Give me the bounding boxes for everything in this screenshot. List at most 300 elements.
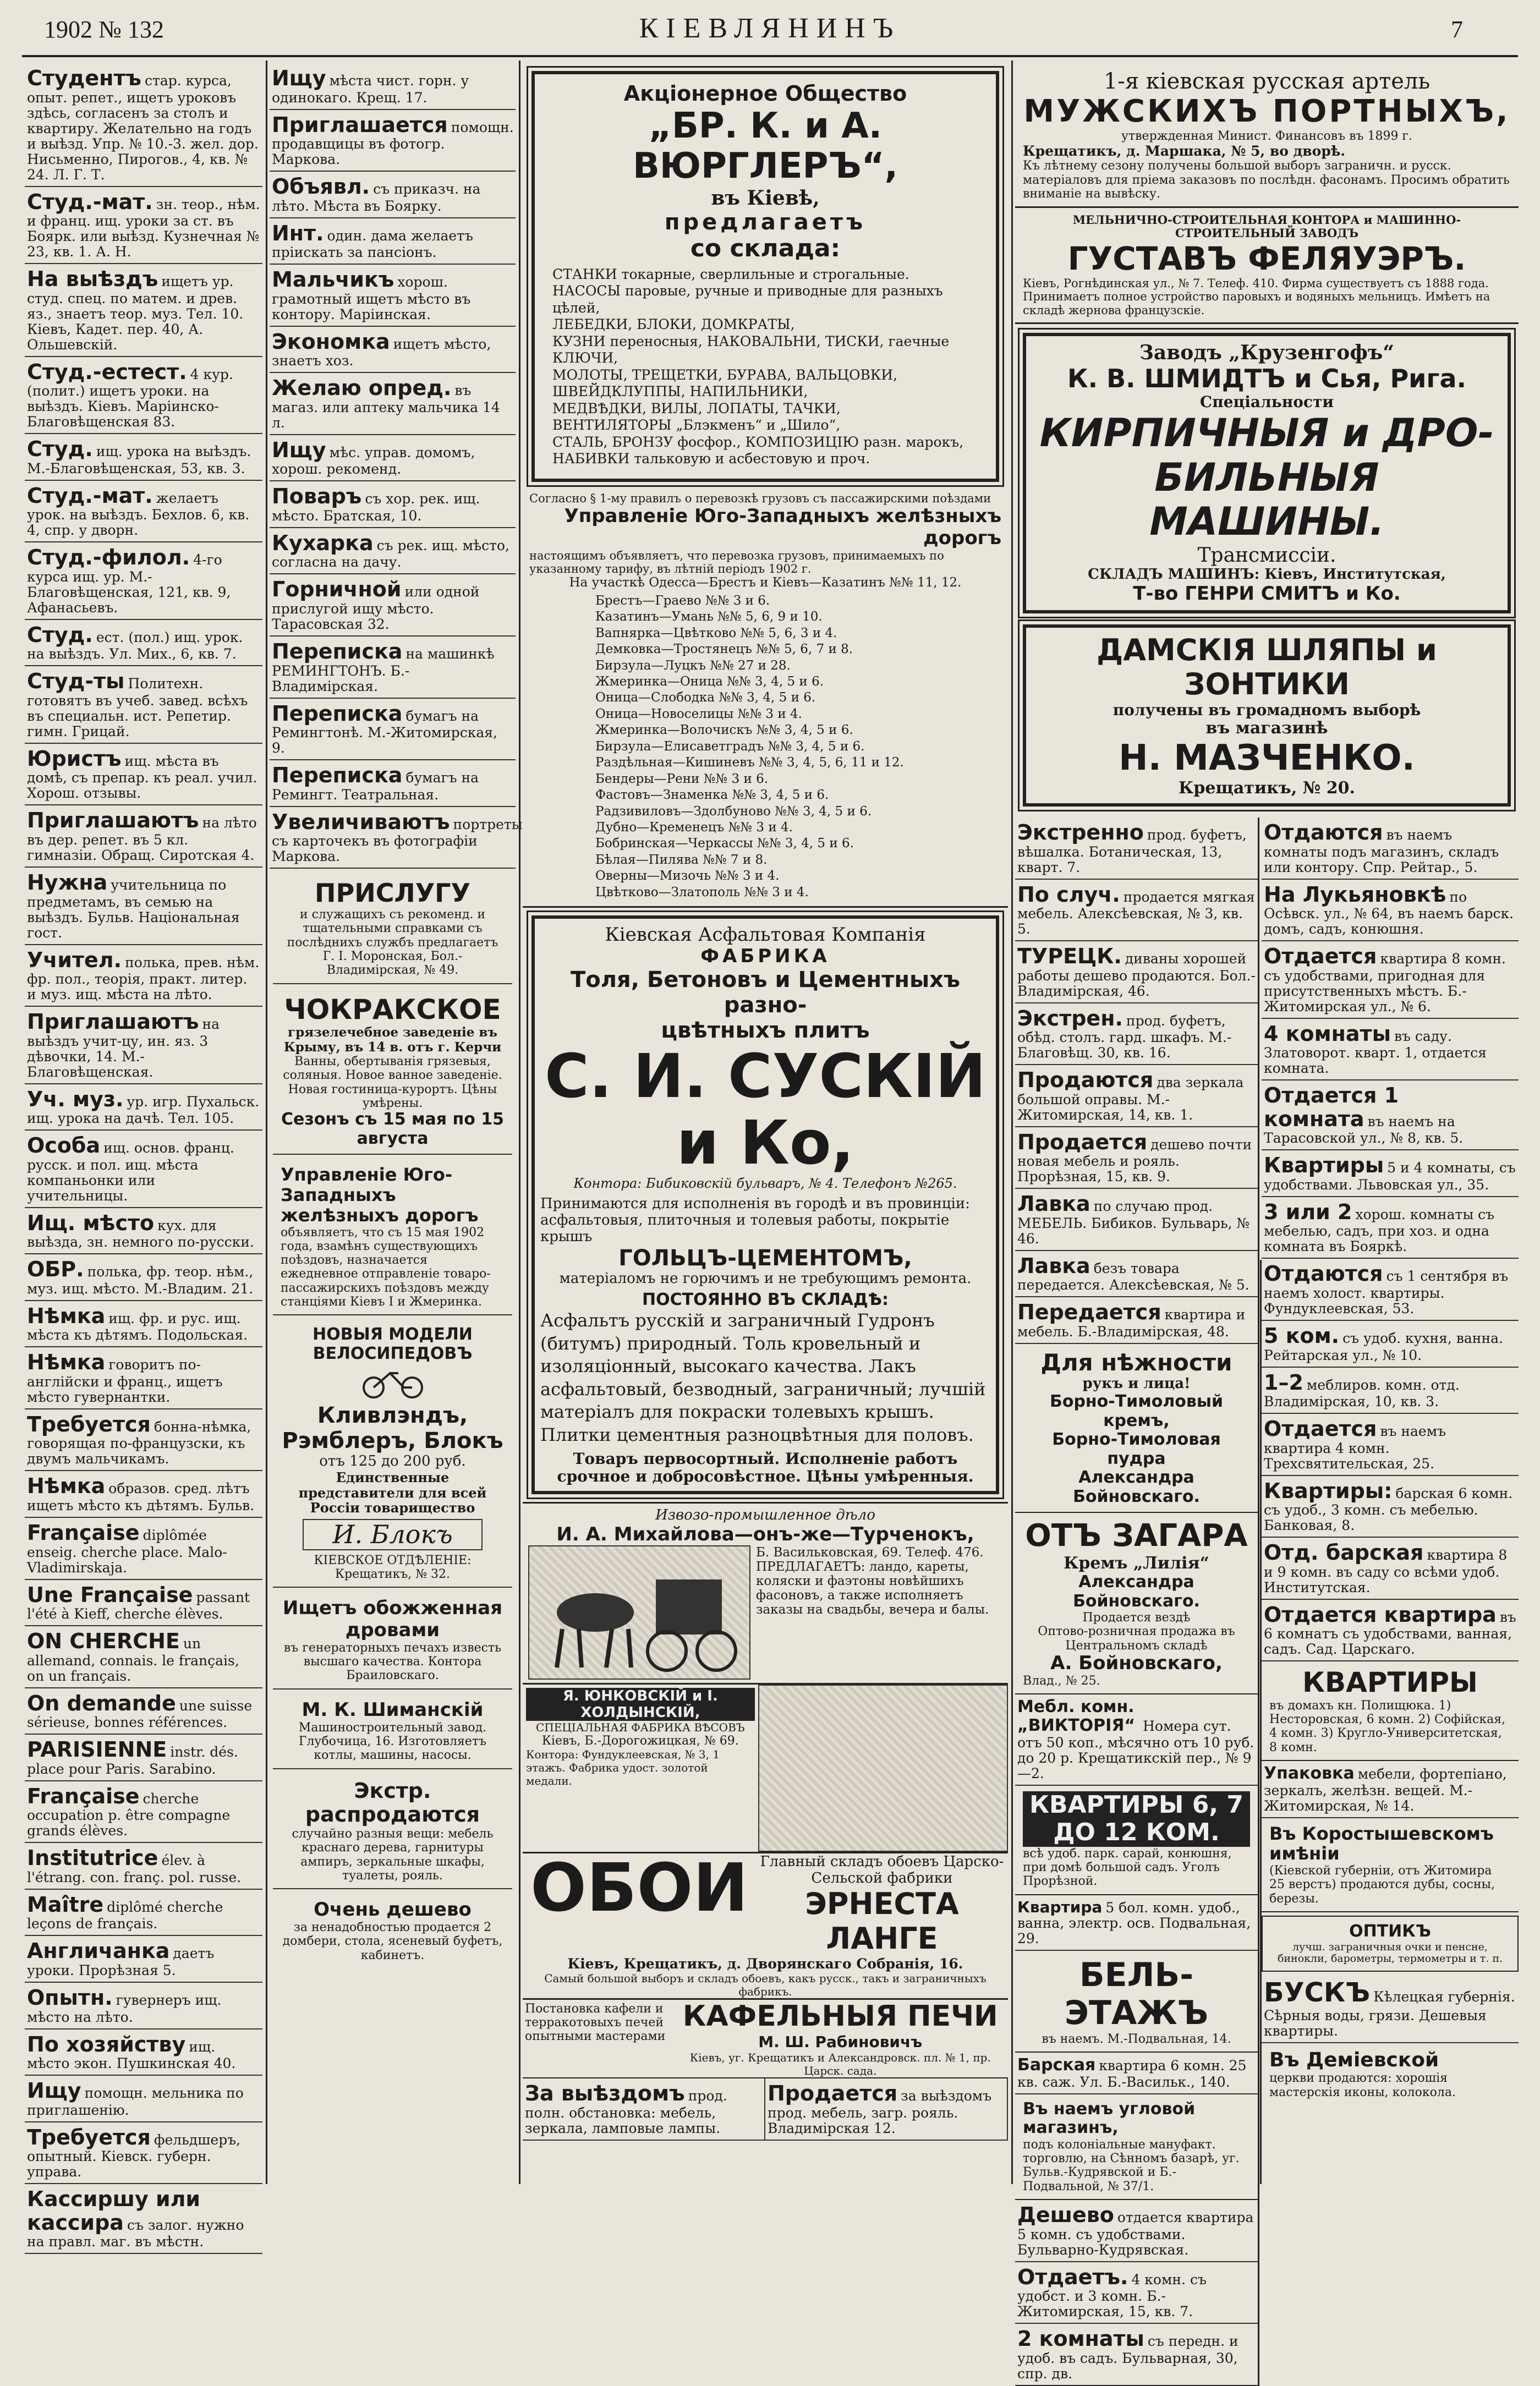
classified-ad xyxy=(1262,880,1519,942)
felyauer-ad: МЕЛЬНИЧНО-СТРОИТЕЛЬНАЯ КОНТОРА и МАШИННО-СТРОИТЕЛЬНЫЙ ЗАВОДЪ ГУСТАВЪ ФЕЛЯУЭРЪ. Кіевъ, Рогнѣдинская ул., № 7. Телеф. 410. Фирма существуетъ съ 1888 года. Принимаетъ полное устройство паровыхъ и водяныхъ мельницъ. Имѣетъ на складѣ жернова французскіе. xyxy=(1015,208,1519,323)
classified-ad xyxy=(25,1518,262,1580)
equipment-list xyxy=(542,263,988,471)
column-divider xyxy=(519,61,520,2184)
ad-heading: Отдаетъ. xyxy=(1017,2264,1128,2289)
classified-ad xyxy=(25,264,262,357)
classified-ad xyxy=(25,481,262,543)
ad-text: 4 комн. съ удобст. и 3 комн. Б.-Житомирская, 15, кв. 7. xyxy=(1017,2271,1207,2320)
ad-text: ищ. мѣста въ домѣ, съ препар. къ реал. учил. Хорош. отзывы. xyxy=(27,753,257,802)
ad-heading: Нужна xyxy=(27,870,108,895)
equipment-item: ВЕНТИЛЯТОРЫ „Блэкменъ“ и „Шило“, xyxy=(552,417,841,434)
ad-heading: Переписка xyxy=(272,701,403,726)
ad-text: съ удоб. кухня, ванна. Рейтарская ул., № 10. xyxy=(1264,1330,1503,1363)
equipment-item: МОЛОТЫ, ТРЕЩЕТКИ, БУРАВА, ВАЛЬЦОВКИ, xyxy=(552,366,898,383)
ad-text: барская 6 комн. съ удоб., 3 комн. съ мебелью. Банковая, 8. xyxy=(1264,1485,1513,1534)
shimansky-ad: М. К. Шиманскій Машиностроительный завод. Глубочица, 16. Изготовляетъ котлы, машины, насосы. xyxy=(273,1694,512,1769)
classified-ad xyxy=(25,1007,262,1084)
ad-text: ищ. фр. и рус. ищ. мѣста къ дѣтямъ. Подольская. xyxy=(27,1310,248,1343)
wurgler-ad: Акціонерное Общество „БР. К. и А. ВЮРГЛЕРЪ“, въ Кіевѣ, предлагаетъ со склада: СТАНКИ токарные, сверлильные и строгальные. НАСОСЫ паровые, ручные и приводные для разныхъ цѣлей, ЛЕБЕДКИ, БЛОКИ, ДОМКРАТЫ, КУЗНИ переносныя, НАКОВАЛЬНИ, ТИСКИ, гаечные КЛЮЧИ, МОЛОТЫ, ТРЕЩЕТКИ, БУРАВА, ВАЛЬЦОВКИ, ШВЕЙДКЛУППЫ, НАПИЛЬНИКИ, МЕДВѢДКИ, ВИЛЫ, ЛОПАТЫ, ТАЧКИ, ВЕНТИЛЯТОРЫ „Блэкменъ“ и „Шило“, СТАЛЬ, БРОНЗУ фосфор., КОМПОЗИЦІЮ разн. марокъ, НАБИВКИ тальковую и асбестовую и проч. xyxy=(531,71,999,482)
column-divider xyxy=(1011,61,1013,2184)
classified-ad xyxy=(1262,1414,1519,1476)
route-row: Бирзула—Луцкъ №№ 27 и 28. xyxy=(595,658,791,673)
classified-ad xyxy=(270,699,516,761)
ad-heading: 1–2 xyxy=(1264,1370,1303,1395)
ad-text: полька, прев. нѣм. фр. пол., теорія, практ. литер. и муз. ищ. мѣста на лѣто. xyxy=(27,954,260,1003)
ad-heading: Переписка xyxy=(272,763,403,788)
route-row: Жмеринка—Волочискъ №№ 3, 4, 5 и 6. xyxy=(595,723,853,738)
ad-text: хорош. грамотный ищетъ мѣсто въ контору. Маріинская. xyxy=(272,274,471,322)
ad-heading: Инт. xyxy=(272,221,324,245)
suski-asphalt-ad: Кіевская Асфальтовая Компанія ФАБРИКА Толя, Бетоновъ и Цементныхъ разно- цвѣтныхъ плитъ С. И. СУСКІЙ и Ко, Контора: Бибиковскій бульваръ, № 4. Телефонъ №265. Принимаются для исполненія въ городѣ и въ провинціи: асфальтовыя, плиточныя и толевыя работы, покрытіе крышъ ГОЛЬЦЪ-ЦЕМЕНТОМЪ, матеріаломъ не горючимъ и не требующимъ ремонта. ПОСТОЯННО ВЪ СКЛАДѢ: Асфальтъ русскій и заграничный Гудронъ (битумъ) природный. Толь кровельный и изоляціонный, высокаго качества. Лакъ асфальтовый, безводный, заграничный; лучшій матеріалъ для покраски толевыхъ крышъ. Плитки цементныя разноцвѣтныя для половъ. Товаръ первосортный. Исполненіе работъ срочное и добросовѣстное. Цѣны умѣренныя. xyxy=(531,915,999,1494)
ad-heading: Отдается квартира xyxy=(1264,1602,1497,1627)
demievka-ad: Въ Деміевской церкви продаются: хорошія мастерскія иконы, колокола. xyxy=(1269,2048,1456,2099)
ad-text: полька, фр. теор. нѣм., муз. ищ. мѣсто. М.-Владим. 21. xyxy=(27,1264,254,1297)
route-row: Радзивиловъ—Здолбуново №№ 3, 4, 5 и 6. xyxy=(595,804,872,819)
ad-text: прод. полн. обстановка: мебель, зеркала, ламповые лампы. xyxy=(525,2087,727,2136)
classified-ad xyxy=(1262,1600,1519,1662)
ad-heading: Экстрен. xyxy=(1017,1006,1123,1030)
ad-text: или одной прислугой ищу мѣсто. Тарасовская 32. xyxy=(272,584,480,633)
ad-text: une suisse sérieuse, bonnes références. xyxy=(27,1697,253,1731)
ad-heading: 4 комнаты xyxy=(1264,1021,1391,1046)
ad-heading: Экономка xyxy=(272,329,390,354)
ladies-hats-ad: ДАМСКІЯ ШЛЯПЫ и ЗОНТИКИ получены въ громадномъ выборѣ въ магазинѣ Н. МАЗЧЕНКО. Крещатикъ, № 20. xyxy=(1023,624,1511,807)
route-row: Оница—Новоселицы №№ 3 и 4. xyxy=(595,706,802,721)
classified-ad xyxy=(1262,1080,1519,1150)
classified-ad xyxy=(1015,1251,1258,1298)
route-row: Бѣлая—Пилява №№ 7 и 8. xyxy=(595,852,768,867)
classified-ad xyxy=(25,1301,262,1348)
servants-ad: ПРИСЛУГУ и служащихъ съ рекоменд. и тщательными справками съ послѣднихъ службъ предлагаетъ Г. І. Моронская, Бол.-Владимірская, № 49. xyxy=(273,873,512,984)
ad-heading: Отдается xyxy=(1264,1417,1377,1441)
sub-column-a xyxy=(1015,818,1258,2386)
classified-ad xyxy=(1262,818,1519,880)
classified-ad xyxy=(25,744,262,806)
ad-text: въ саду. Златоворот. кварт. 1, отдается комната. xyxy=(1264,1028,1487,1077)
bicycle-ad: НОВЫЯ МОДЕЛИ ВЕЛОСИПЕДОВЪ Кливлэндъ, Рэмблеръ, Блокъ отъ 125 до 200 руб. Единственные представители для всей Россіи товарищество И. Блокъ КІЕВСКОЕ ОТДѢЛЕНІЕ: Крещатикъ, № 32. xyxy=(273,1320,512,1588)
classified-ad xyxy=(270,481,516,528)
ad-text: фельдшеръ, опытный. Кіевск. губерн. управа. xyxy=(27,2131,241,2180)
classified-ad xyxy=(25,1208,262,1255)
ad-heading: На Лукьяновкѣ xyxy=(1264,882,1446,907)
ad-text: один. дама желаетъ пріискать за пансіонъ. xyxy=(272,227,473,261)
ad-heading: За выѣздомъ xyxy=(525,2081,685,2105)
classified-ad xyxy=(25,1983,262,2030)
ad-heading: Maître xyxy=(27,1892,104,1917)
ad-heading: 3 или 2 xyxy=(1264,1199,1352,1224)
route-row: Оница—Слободка №№ 3, 4, 5 и 6. xyxy=(595,690,816,705)
ad-text: помощн. мельника по приглашенію. xyxy=(27,2085,244,2118)
newspaper-title: КІЕВЛЯНИНЪ xyxy=(639,13,901,44)
ad-heading: Кассиршу или кассира xyxy=(27,2187,201,2235)
ad-heading: Студ-ты xyxy=(27,669,125,694)
ad-heading: Требуется xyxy=(27,1412,151,1436)
lime-ad: Ищетъ обожженная дровами въ генераторныхъ печахъ известь высшаго качества. Контора Браиловскаго. xyxy=(273,1592,512,1689)
classified-ad xyxy=(25,1580,262,1627)
ad-text: въ наемъ на Тарасовской ул., № 8, кв. 5. xyxy=(1264,1113,1464,1147)
ad-heading: Требуется xyxy=(27,2125,151,2149)
classified-ad xyxy=(25,1409,262,1472)
ad-text: помощн. продавщицы въ фотогр. Маркова. xyxy=(272,119,514,168)
corner-shop-ad: Въ наемъ угловой магазинъ, подъ колоніальные мануфакт. торговлю, на Сѣнномъ базарѣ, уг. Бульв.-Кудрявской и Б.-Подвальной, № 37/1. xyxy=(1015,2094,1258,2200)
ad-heading: Отд. барская xyxy=(1264,1540,1424,1565)
ad-heading: Увеличиваютъ xyxy=(272,809,450,834)
ad-heading: Кухарка xyxy=(272,530,374,555)
classified-ad xyxy=(25,945,262,1007)
ad-text: instr. dés. place pour Paris. Sarabino. xyxy=(27,1744,238,1777)
classified-ad xyxy=(270,327,516,374)
classified-ad xyxy=(25,357,262,435)
route-row: Брестъ—Граево №№ 3 и 6. xyxy=(595,593,770,608)
ad-heading: Отдаются xyxy=(1264,1261,1383,1286)
ad-heading: Англичанка xyxy=(27,1939,170,1963)
ad-text: безъ товара передается. Алексѣевская, № 5. xyxy=(1017,1260,1249,1293)
classified-ad xyxy=(25,1688,262,1735)
ad-text: меблиров. комн. отд. Владимірская, 10, кв. 3. xyxy=(1264,1376,1460,1410)
ad-heading: Поваръ xyxy=(272,484,362,509)
classified-ad xyxy=(270,265,516,327)
ad-text: ищетъ мѣсто, знаетъ хоз. xyxy=(272,336,491,369)
ad-text: passant l'été à Kieff, cherche élèves. xyxy=(27,1589,250,1622)
ad-text: diplômée enseig. cherche place. Malo-Vladimirskaja. xyxy=(27,1527,227,1576)
classified-ad xyxy=(1015,880,1258,942)
classified-ad xyxy=(25,1084,262,1131)
route-row: Дубно—Кременецъ №№ 3 и 4. xyxy=(595,820,793,835)
ad-text: въ магаз. или аптеку мальчика 14 л. xyxy=(272,382,500,431)
classified-ad xyxy=(270,807,523,869)
ad-heading: Мальчикъ xyxy=(272,267,394,292)
ad-heading: Отдается 1 комната xyxy=(1264,1083,1399,1131)
ad-text: зн. теор., нѣм. и франц. ищ. уроки за ст. въ Боярк. или выѣзд. Кузнечная № 23, кв. 1. А. Н. xyxy=(27,196,260,260)
ad-text: съ рек. ищ. мѣсто, согласна на дачу. xyxy=(272,537,509,571)
ad-text: въ наемъ комнаты подъ магазинъ, складъ или контору. Спр. Рейтар., 5. xyxy=(1264,827,1499,875)
ad-heading: Студ.-естест. xyxy=(27,359,187,384)
ad-heading: По хозяйству xyxy=(27,2032,186,2056)
classified-ad xyxy=(25,2184,262,2254)
equipment-item: СТАНКИ токарные, сверлильные и строгальные. xyxy=(552,266,909,282)
ad-text: на лѣто въ дер. репет. въ 5 кл. гимназіи. Обращ. Сиротская 4. xyxy=(27,815,257,864)
ad-text: ищ. мѣсто экон. Пушкинская 40. xyxy=(27,2038,236,2072)
classified-ad xyxy=(25,1890,262,1937)
classified-ad xyxy=(25,434,262,481)
route-row: Жмеринка—Оница №№ 3, 4, 5 и 6. xyxy=(595,674,824,689)
ad-text: въ 6 комнатъ съ удобствами, ванная, садъ. Сад. Царскаго. xyxy=(1264,1609,1516,1658)
ad-heading: Ищу xyxy=(272,437,326,462)
stoves-ad: Постановка кафели и терракотовыхъ печей опытными мастерами КАФЕЛЬНЫЯ ПЕЧИ М. Ш. Рабиновичъ Кіевъ, уг. Крещатикъ и Александровск. пл. № 1, пр. Царск. сада. xyxy=(523,2000,1008,2078)
ad-heading: Приглашаютъ xyxy=(27,808,199,833)
ad-heading: Лавка xyxy=(1017,1253,1090,1278)
equipment-item: КУЗНИ переносныя, НАКОВАЛЬНИ, ТИСКИ, гаечные КЛЮЧИ, xyxy=(552,333,950,366)
classified-ad xyxy=(523,2078,765,2141)
classified-ad xyxy=(25,1471,262,1518)
korostyshev-ad: Въ Коростышевскомъ имѣніи (Кіевской губерніи, отъ Житомира 25 верстъ) продаются дубы, сосны, березы. xyxy=(1262,1818,1519,1912)
route-row: Оверны—Мизочь №№ 3 и 4. xyxy=(595,869,780,884)
ad-heading: Студ. xyxy=(27,437,93,462)
ad-heading: Передается xyxy=(1017,1300,1161,1325)
scales-illustration xyxy=(758,1685,1008,1852)
classified-ad xyxy=(1262,1019,1519,1081)
equipment-item: НАСОСЫ паровые, ручные и приводные для разныхъ цѣлей, xyxy=(552,283,943,316)
chokrak-resort-ad: ЧОКРАКСКОЕ грязелечебное заведеніе въ Крыму, въ 14 в. отъ г. Керчи Ванны, обертыванія грязевыя, соляныя. Новое ванное заведеніе. Новая гостиница-курортъ. Цѣны умѣрены. Сезонъ съ 15 мая по 15 августа xyxy=(273,989,512,1155)
ad-text: ищетъ ур. студ. спец. по матем. и древ. яз., знаетъ теор. муз. Тел. 10. Кіевъ, Кадет. пер. 40, А. Ольшевскій. xyxy=(27,273,244,353)
ad-text: портреты съ карточекъ въ фотографіи Маркова. xyxy=(272,816,523,865)
classified-ad xyxy=(25,1254,262,1301)
ad-heading: Юристъ xyxy=(27,746,122,771)
classified-ad xyxy=(25,1626,262,1688)
ad-heading: Отдается xyxy=(1264,944,1377,969)
classified-ad xyxy=(270,760,516,807)
issue-number: 1902 № 132 xyxy=(44,16,164,43)
ad-heading: Экстренно xyxy=(1017,820,1144,845)
ad-text: диваны хорошей работы дешево продаются. Бол.-Владимірская, 46. xyxy=(1017,951,1256,999)
ad-text: прод. буфетъ, обѣд. столъ. гард. шкафъ. М.-Благовѣщ. 30, кв. 16. xyxy=(1017,1012,1232,1061)
ad-text: квартира 8 и 9 комн. въ саду со всѣми удоб. Институтская. xyxy=(1264,1547,1508,1595)
right-display-ads xyxy=(1015,63,1519,2382)
ad-text: кух. для выѣзда, зн. немного по-русски. xyxy=(27,1217,254,1250)
victoria-rooms-ad: Мебл. комн. „ВИКТОРІЯ“ Номера сут. отъ 50 коп., мѣсячно отъ 10 руб. до 20 р. Крещатикскій пер., № 9—2. xyxy=(1015,1694,1258,1785)
display-ads-column: Акціонерное Общество „БР. К. и А. ВЮРГЛЕРЪ“, въ Кіевѣ, предлагаетъ со склада: СТАНКИ токарные, сверлильные и строгальные. НАСОСЫ паровые, ручные и приводные для разныхъ цѣлей, ЛЕБЕДКИ, БЛОКИ, ДОМКРАТЫ, КУЗНИ переносныя, НАКОВАЛЬНИ, ТИСКИ, гаечные КЛЮЧИ, МОЛОТЫ, ТРЕЩЕТКИ, БУРАВА, ВАЛЬЦОВКИ, ШВЕЙДКЛУППЫ, НАПИЛЬНИКИ, МЕДВѢДКИ, ВИЛЫ, ЛОПАТЫ, ТАЧКИ, ВЕНТИЛЯТОРЫ „Блэкменъ“ и „Шило“, СТАЛЬ, БРОНЗУ фосфор., КОМПОЗИЦІЮ разн. марокъ, НАБИВКИ тальковую и асбестовую и проч. Согласно § 1-му правилъ о перевозкѣ грузовъ съ пассажирскими поѣздами Управленіе Юго-Западныхъ желѣзныхъ дорогъ настоящимъ объявляетъ, что перевозка грузовъ, принимаемыхъ по указанному тарифу, въ лѣтній періодъ 1902 г. На участкѣ Одесса—Брестъ и Кіевъ—Казатинъ №№ 11, 12. Брестъ—Граево №№ 3 и 6. Казатинъ—Умань №№ 5, 6, 9 и 10. Вапнярка—Цвѣтково №№ 5, 6, 3 и 4. Демковка—Тростянецъ №№ 5, 6, 7 и 8. Бирзула—Луцкъ №№ 27 и 28. Жмеринка—Оница №№ 3, 4, 5 и 6. Оница—Слободка №№ 3, 4, 5 и 6. Оница—Новоселицы №№ 3 и 4. Жмеринка—Волочискъ №№ 3, 4, 5 и 6. Бирзула—Елисаветградъ №№ 3, 4, 5 и 6. Раздѣльная—Кишиневъ №№ 3, 4, 5, 6, 11 и 12. Бендеры—Рени №№ 3 и 6. Фастовъ—Знаменка №№ 3, 4, 5 и 6. Радзивиловъ—Здолбуново №№ 3, 4, 5 и 6. Дубно—Кременецъ №№ 3 и 4. Бобринская—Черкассы №№ 3, 4, 5 и 6. Бѣлая—Пилява №№ 7 и 8. Оверны—Мизочь №№ 3 и 4. Цвѣтково—Златополь №№ 3 и 4. Кіевская Асфальтовая Компанія ФАБРИКА Толя, Бетоновъ и Цементныхъ разно- цвѣтныхъ плитъ С. И. СУСКІЙ и Ко, Контора: Бибиковскій бульваръ, № 4. Телефонъ №265. Принимаются для исполненія въ городѣ и въ провинціи: асфальтовыя, плиточныя и толевыя работы, покрытіе крышъ ГОЛЬЦЪ-ЦЕМЕНТОМЪ, матеріаломъ не горючимъ и не требующимъ ремонта. ПОСТОЯННО ВЪ СКЛАДѢ: Асфальтъ русскій и заграничный Гудронъ (битумъ) природный. Толь кровельный и изоляціонный, высокаго качества. Лакъ асфальтовый, безводный, заграничный; лучшій матеріалъ для покраски толевыхъ крышъ. Плитки цементныя разноцвѣтныя для половъ. Товаръ первосортный. Исполненіе работъ срочное и добросовѣстное. Цѣны умѣренныя. Извозо-промышленное дѣло И. А. Михайлова—онъ-же—Турченокъ, Б. Васильковская, 69. Телеф. 476. ПРЕДЛАГАЕТЪ: ландо, кареты, коляски и фаэтоны новѣйшихъ фасоновъ, а также исполняетъ заказы на свадьбы, вечера и балы. Я. ЮНКОВСКІЙ и І. ХОЛДЫНСКІЙ, СПЕЦІАЛЬНАЯ ФАБРИКА ВѢСОВЪ Кіевъ, Б.-Дорогожицкая, № 69. Контора: Фундуклеевская, № 3, 1 этажъ. Фабрика удост. золотой медали. ОБОИ Главный складъ обоевъ Царско-Сельской фабрики ЭРНЕСТА ЛАНГЕ Кіевъ, Крещатикъ, д. Дворянскаго Собранія, 16. Самый большой выборъ и складъ обоевъ, какъ русск., такъ и заграничныхъ фабрикъ. Постановка кафели и терракотовыхъ печей опытными мастерами КАФЕЛЬНЫЯ ПЕЧИ М. Ш. Рабиновичъ Кіевъ, уг. Крещатикъ и Александровск. пл. № 1, пр. Царск. сада. За выѣздомъ прод. полн. обстановка: мебель, зеркала, ламповые лампы. Продается за выѣздомъ прод. мебель, загр. рояль. Владимірская 12. xyxy=(523,63,1008,2184)
classified-ad xyxy=(1015,1127,1258,1189)
ad-heading: Française xyxy=(27,1784,140,1808)
classified-ad xyxy=(270,172,516,218)
ad-heading: Студ. xyxy=(27,622,93,647)
ad-text: ест. (пол.) ищ. урок. на выѣздъ. Ул. Мих., 6, кв. 7. xyxy=(27,629,243,662)
classified-ad xyxy=(1262,1197,1519,1259)
ad-heading: ON CHERCHE xyxy=(27,1629,180,1654)
ad-heading: Приглашаютъ xyxy=(27,1010,199,1034)
classified-ad xyxy=(1262,1259,1519,1321)
classifieds-column-1 xyxy=(25,63,262,2250)
carriage-ad: Извозо-промышленное дѣло И. А. Михайлова—онъ-же—Турченокъ, Б. Васильковская, 69. Телеф. 476. ПРЕДЛАГАЕТЪ: ландо, кареты, коляски и фаэтоны новѣйшихъ фасоновъ, а также исполняетъ заказы на свадьбы, вечера и балы. xyxy=(523,1502,1008,1683)
ad-text: прод. буфетъ, вѣшалка. Ботаническая, 13, кварт. 7. xyxy=(1017,827,1247,875)
ad-text: отдается квартира 5 комн. съ удобствами. Бульварно-Кудрявская. xyxy=(1017,2209,1254,2258)
ad-heading: Ищу xyxy=(27,2078,81,2103)
route-row: Бобринская—Черкассы №№ 3, 4, 5 и 6. xyxy=(595,836,854,851)
bel-etage-ad: БЕЛЬ-ЭТАЖЪ въ наемъ. М.-Подвальная, 14. xyxy=(1015,1951,1258,2053)
classified-ad xyxy=(25,1936,262,1983)
ad-text: ищ. урока на выѣздъ. М.-Благовѣщенская, 53, кв. 3. xyxy=(27,443,251,476)
ad-text: 4 кур. (полит.) ищетъ уроки. на выѣздъ. Кіевъ. Маріинско-Благовѣщенская 83. xyxy=(27,366,233,430)
classified-ad xyxy=(1015,1065,1258,1127)
classified-ad xyxy=(1262,1476,1519,1538)
barsk-apartment-ad: Барская квартира 6 комн. 25 кв. саж. Ул. Б.-Васильк., 140. xyxy=(1015,2053,1258,2094)
classified-ad xyxy=(25,1347,262,1409)
ad-text: два зеркала большой оправы. М.-Житомирская, 14, кв. 1. xyxy=(1017,1074,1244,1123)
ad-text: квартира 8 комн. съ удобствами, пригодная для присутственныхъ мѣстъ. Б.-Житомирская ул., № 6. xyxy=(1264,951,1506,1014)
equipment-item: ШВЕЙДКЛУППЫ, НАПИЛЬНИКИ, xyxy=(552,383,808,400)
classified-ad xyxy=(1015,941,1258,1003)
ad-heading: Опытн. xyxy=(27,1985,113,2010)
ad-heading: Особа xyxy=(27,1133,101,1158)
busk-ad: БУСКЪ Кѣлецкая губернія. Сѣрныя воды, грязи. Дешевыя квартиры. xyxy=(1262,1975,1519,2043)
neznost-ad: Для нѣжности рукъ и лица! Борно-Тимоловый кремъ, Борно-Тимоловая пудра Александра Бойновскаго. xyxy=(1015,1344,1258,1513)
packing-ad: Упаковка мебели, фортепіано, зеркалъ, желѣзн. вещей. М.-Житомирская, № 14. xyxy=(1262,1761,1519,1818)
classified-ad xyxy=(1262,1321,1519,1368)
ad-text: бонна-нѣмка, говорящая по-французски, къ двумъ мальчикамъ. xyxy=(27,1418,251,1467)
classified-ad xyxy=(1015,1297,1258,1344)
ad-text: учительница по предметамъ, въ семью на выѣздъ. Бульв. Національная гост. xyxy=(27,877,240,941)
ad-heading: Объявл. xyxy=(272,174,370,199)
classified-ad xyxy=(270,63,516,110)
page-number: 7 xyxy=(1451,16,1463,43)
column-divider xyxy=(266,61,267,2184)
ad-heading: Студ.-филол. xyxy=(27,545,190,570)
ad-heading: Une Française xyxy=(27,1582,193,1607)
sale-ad: Экстр. распродаются случайно разныя вещи: мебель краснаго дерева, гарнитуры ампиръ, зеркальные шкафы, туалеты, рояль. xyxy=(273,1774,512,1890)
ad-heading: Учител. xyxy=(27,947,122,972)
ad-heading: ТУРЕЦК. xyxy=(1017,944,1122,969)
classified-ad xyxy=(25,1843,262,1890)
lower-right-split xyxy=(1015,818,1519,2386)
kruzenhof-machines-ad: Заводъ „Крузенгофъ“ К. В. ШМИДТЪ и Сья, Рига. Спеціальности КИРПИЧНЫЯ и ДРО- БИЛЬНЫЯ МАШИНЫ. Трансмиссіи. СКЛАДЪ МАШИНЪ: Кіевъ, Институтская, Т-во ГЕНРИ СМИТЪ и Ко. xyxy=(1023,333,1511,613)
route-row: Цвѣтково—Златополь №№ 3 и 4. xyxy=(595,885,809,899)
classified-ad xyxy=(1262,1150,1519,1197)
ad-heading: Institutrice xyxy=(27,1846,158,1871)
classified-ad xyxy=(25,1131,262,1208)
railway-freight-notice: Согласно § 1-му правилъ о перевозкѣ грузовъ съ пассажирскими поѣздами Управленіе Юго-Западныхъ желѣзныхъ дорогъ настоящимъ объявляетъ, что перевозка грузовъ, принимаемыхъ по указанному тарифу, въ лѣтній періодъ 1902 г. На участкѣ Одесса—Брестъ и Кіевъ—Казатинъ №№ 11, 12. Брестъ—Граево №№ 3 и 6. Казатинъ—Умань №№ 5, 6, 9 и 10. Вапнярка—Цвѣтково №№ 5, 6, 3 и 4. Демковка—Тростянецъ №№ 5, 6, 7 и 8. Бирзула—Луцкъ №№ 27 и 28. Жмеринка—Оница №№ 3, 4, 5 и 6. Оница—Слободка №№ 3, 4, 5 и 6. Оница—Новоселицы №№ 3 и 4. Жмеринка—Волочискъ №№ 3, 4, 5 и 6. Бирзула—Елисаветградъ №№ 3, 4, 5 и 6. Раздѣльная—Кишиневъ №№ 3, 4, 5, 6, 11 и 12. Бендеры—Рени №№ 3 и 6. Фастовъ—Знаменка №№ 3, 4, 5 и 6. Радзивиловъ—Здолбуново №№ 3, 4, 5 и 6. Дубно—Кременецъ №№ 3 и 4. Бобринская—Черкассы №№ 3, 4, 5 и 6. Бѣлая—Пилява №№ 7 и 8. Оверны—Мизочь №№ 3 и 4. Цвѣтково—Златополь №№ 3 и 4. xyxy=(523,490,1008,908)
classified-ad xyxy=(25,666,262,744)
ad-heading: Ищу xyxy=(272,66,326,90)
ad-heading: Квартиры xyxy=(1264,1153,1384,1178)
route-row: Бендеры—Рени №№ 3 и 6. xyxy=(595,771,769,786)
ad-text: на выѣздъ учит-цу, ин. яз. 3 дѣвочки, 14. М.-Благовѣщенская. xyxy=(27,1016,220,1080)
wallpaper-ad: ОБОИ Главный складъ обоевъ Царско-Сельской фабрики ЭРНЕСТА ЛАНГЕ xyxy=(523,1852,1008,1956)
classified-ad xyxy=(25,805,262,868)
ad-text: въ наемъ квартира 4 комн. Трехсвятительская, 25. xyxy=(1264,1423,1446,1472)
classified-ad xyxy=(270,574,516,637)
header-rule xyxy=(22,55,1518,57)
ad-text: diplômé cherche leçons de français. xyxy=(27,1899,223,1932)
route-row: Бирзула—Елисаветградъ №№ 3, 4, 5 и 6. xyxy=(595,739,865,754)
ad-heading: Квартиры: xyxy=(1264,1478,1393,1503)
ad-heading: По случ. xyxy=(1017,882,1120,907)
ad-text: дешево почти новая мебель и рояль. Прорѣзная, 15, кв. 9. xyxy=(1017,1136,1252,1185)
ad-text: съ передн. и удоб. въ садъ. Бульварная, 30, спр. дв. xyxy=(1017,2333,1238,2382)
classified-ad xyxy=(1262,941,1519,1019)
classified-ad xyxy=(270,435,516,482)
classified-ad xyxy=(25,2030,262,2076)
ad-heading: 2 комнаты xyxy=(1017,2327,1144,2351)
route-row: Казатинъ—Умань №№ 5, 6, 9 и 10. xyxy=(595,610,823,624)
ad-text: образов. сред. лѣтъ ищетъ мѣсто къ дѣтямъ. Бульв. xyxy=(27,1480,255,1514)
route-row: Раздѣльная—Кишиневъ №№ 3, 4, 5, 6, 11 и 12. xyxy=(595,755,904,770)
ad-heading: Горничной xyxy=(272,577,402,602)
ad-heading: Лавка xyxy=(1017,1192,1090,1216)
classified-ad xyxy=(25,2122,262,2185)
classified-ad xyxy=(25,620,262,667)
classified-ad xyxy=(25,187,262,265)
ad-text: съ 1 сентября въ наемъ холост. квартиры. Фундуклеевская, 53. xyxy=(1264,1268,1509,1317)
classified-ad xyxy=(1015,1189,1258,1251)
ad-heading: На выѣздъ xyxy=(27,267,158,292)
zagar-ad: ОТЪ ЗАГАРА Кремъ „Лилія“ Александра Бойновскаго. Продается вездѣ Оптово-розничная продажа въ Центральномъ складѣ А. Бойновскаго, Влад., № 25. xyxy=(1015,1513,1258,1694)
ad-heading: Продается xyxy=(1017,1129,1148,1154)
equipment-item: СТАЛЬ, БРОНЗУ фосфор., КОМПОЗИЦІЮ разн. марокъ, xyxy=(552,434,964,450)
ad-heading: Студентъ xyxy=(27,66,141,90)
ad-text: съ приказч. на лѣто. Мѣста въ Боярку. xyxy=(272,181,481,214)
ad-heading: ОБР. xyxy=(27,1257,84,1282)
equipment-item: ЛЕБЕДКИ, БЛОКИ, ДОМКРАТЫ, xyxy=(552,316,795,333)
ad-heading: Студ.-мат. xyxy=(27,483,153,508)
classified-ad xyxy=(270,218,516,265)
classified-ad xyxy=(25,542,262,620)
ad-text: un allemand, connais. le français, on un français. xyxy=(27,1636,239,1684)
horse-carriage-illustration xyxy=(528,1545,750,1680)
ad-heading: Продаются xyxy=(1017,1068,1154,1093)
classified-ad xyxy=(1015,818,1258,880)
ad-text: продается мягкая мебель. Алексѣевская, № 3, кв. 5. xyxy=(1017,888,1255,937)
ad-text: желаетъ урок. на выѣздъ. Бехлов. 6, кв. 4, спр. у дворн. xyxy=(27,490,250,539)
railway-notice: Управленіе Юго-Западныхъ желѣзныхъ дорогъ объявляетъ, что съ 15 мая 1902 года, взамѣнъ существующихъ поѣздовъ, назначается ежедневное отправленіе товаро-пассажирскихъ поѣздовъ между станціями Кіевъ I и Жмеринка. xyxy=(273,1159,512,1315)
ad-text: стар. курса, опыт. репет., ищетъ уроковъ здѣсь, согласенъ за столъ и квартиру. Желательно на годъ и выѣзд. Упр. № 10.-3. жел. дор. Нисьменно, Пирогов., 4, кв. № 24. Л. Г. Т. xyxy=(27,73,259,183)
ad-heading: Студ.-мат. xyxy=(27,189,153,214)
ad-heading: Нѣмка xyxy=(27,1303,106,1328)
classified-ad xyxy=(270,637,516,699)
classified-ad xyxy=(1015,2324,1258,2386)
ad-text: бумагъ на Ремингт. Театральная. xyxy=(272,770,479,803)
ad-text: за выѣздомъ прод. мебель, загр. рояль. Владимірская 12. xyxy=(768,2087,992,2136)
ad-heading: Уч. муз. xyxy=(27,1087,124,1111)
equipment-item: МЕДВѢДКИ, ВИЛЫ, ЛОПАТЫ, ТАЧКИ, xyxy=(552,400,841,416)
ad-text: 4-го курса ищ. ур. М.-Благовѣщенская, 121, кв. 9, Афанасьевъ. xyxy=(27,552,231,616)
ad-heading: 5 ком. xyxy=(1264,1323,1340,1348)
classified-ad xyxy=(1015,2262,1258,2324)
railway-routes xyxy=(595,593,990,901)
ad-heading: Желаю опред. xyxy=(272,376,452,401)
ad-text: по Осѣвск. ул., № 64, въ наемъ барск. домъ, садъ, конюшня. xyxy=(1264,888,1514,937)
ad-heading: PARISIENNE xyxy=(27,1737,167,1762)
optician-ad: ОПТИКЪ лучш. заграничныя очки и пенсне, бинокли, барометры, термометры и т. п. xyxy=(1262,1916,1519,1972)
classified-ad xyxy=(765,2078,1008,2141)
ad-text: 5 и 4 комнаты, съ удобствами. Львовская ул., 35. xyxy=(1264,1160,1516,1193)
bicycle-icon xyxy=(360,1367,426,1400)
ad-text: мѣста чист. горн. у одинокаго. Крещ. 17. xyxy=(272,73,469,106)
ad-text: съ залог. нужно на правл. маг. въ мѣстн. xyxy=(27,2217,244,2250)
classified-ad xyxy=(270,373,516,435)
ad-text: даетъ уроки. Прорѣзная 5. xyxy=(27,1945,215,1978)
classifieds-column-2 xyxy=(270,63,523,2184)
ad-heading: On demande xyxy=(27,1691,176,1715)
classified-ad xyxy=(1262,1368,1519,1414)
ad-text: élev. à l'étrang. con. franç. pol. russe. xyxy=(27,1852,242,1885)
bottom-small-ads xyxy=(523,2078,1008,2141)
classified-ad xyxy=(25,2076,262,2122)
ad-text: ищ. основ. франц. русск. и пол. ищ. мѣста компаньонки или учительницы. xyxy=(27,1140,234,1204)
ad-text: говоритъ по-англійски и франц., ищетъ мѣсто гувернантки. xyxy=(27,1357,223,1405)
scales-ad: Я. ЮНКОВСКІЙ и І. ХОЛДЫНСКІЙ, СПЕЦІАЛЬНАЯ ФАБРИКА ВѢСОВЪ Кіевъ, Б.-Дорогожицкая, № 69. Контора: Фундуклеевская, № 3, 1 этажъ. Фабрика удост. золотой медали. xyxy=(523,1683,1008,1852)
kvartiry-ad: КВАРТИРЫ въ домахъ кн. Полищюка. 1) Несторовская, 6 комн. 2) Софійская, 4 комн. 3) Кругло-Университетская, 8 комн. xyxy=(1262,1661,1519,1761)
sub-column-b xyxy=(1259,818,1519,2386)
ad-text: бумагъ на Ремингтонѣ. М.-Житомирская, 9. xyxy=(272,707,497,756)
ad-heading: Продается xyxy=(768,2081,898,2105)
apartment-5-ad: Квартира 5 бол. комн. удоб., ванна, электр. осв. Подвальная, 29. xyxy=(1015,1895,1258,1951)
cheap-sale-ad: Очень дешево за ненадобностью продается 2 домбери, стола, ясеневый буфетъ, кабинетъ. xyxy=(282,1899,503,1962)
ad-text: на машинкѣ РЕМИНГТОНЪ. Б.-Владимірская. xyxy=(272,646,495,694)
ad-text: гувернеръ ищ. мѣсто на лѣто. xyxy=(27,1992,222,2025)
classified-ad xyxy=(25,1781,262,1844)
ad-heading: Отдаются xyxy=(1264,820,1383,845)
ad-heading: Нѣмка xyxy=(27,1474,106,1499)
ad-heading: Française xyxy=(27,1521,140,1545)
classified-ad xyxy=(25,63,262,187)
ad-heading: Переписка xyxy=(272,639,403,664)
ad-text: Политехн. готовятъ въ учеб. завед. всѣхъ въ специальн. ист. Репетир. гимн. Грицай. xyxy=(27,676,248,739)
ad-heading: Приглашается xyxy=(272,112,448,137)
ad-text: по случаю прод. МЕБЕЛЬ. Бибиков. Бульварь, № 46. xyxy=(1017,1198,1250,1247)
route-row: Демковка—Тростянецъ №№ 5, 6, 7 и 8. xyxy=(595,642,853,657)
ad-heading: Нѣмка xyxy=(27,1350,106,1375)
ad-text: съ хор. рек. ищ. мѣсто. Братская, 10. xyxy=(272,491,480,524)
